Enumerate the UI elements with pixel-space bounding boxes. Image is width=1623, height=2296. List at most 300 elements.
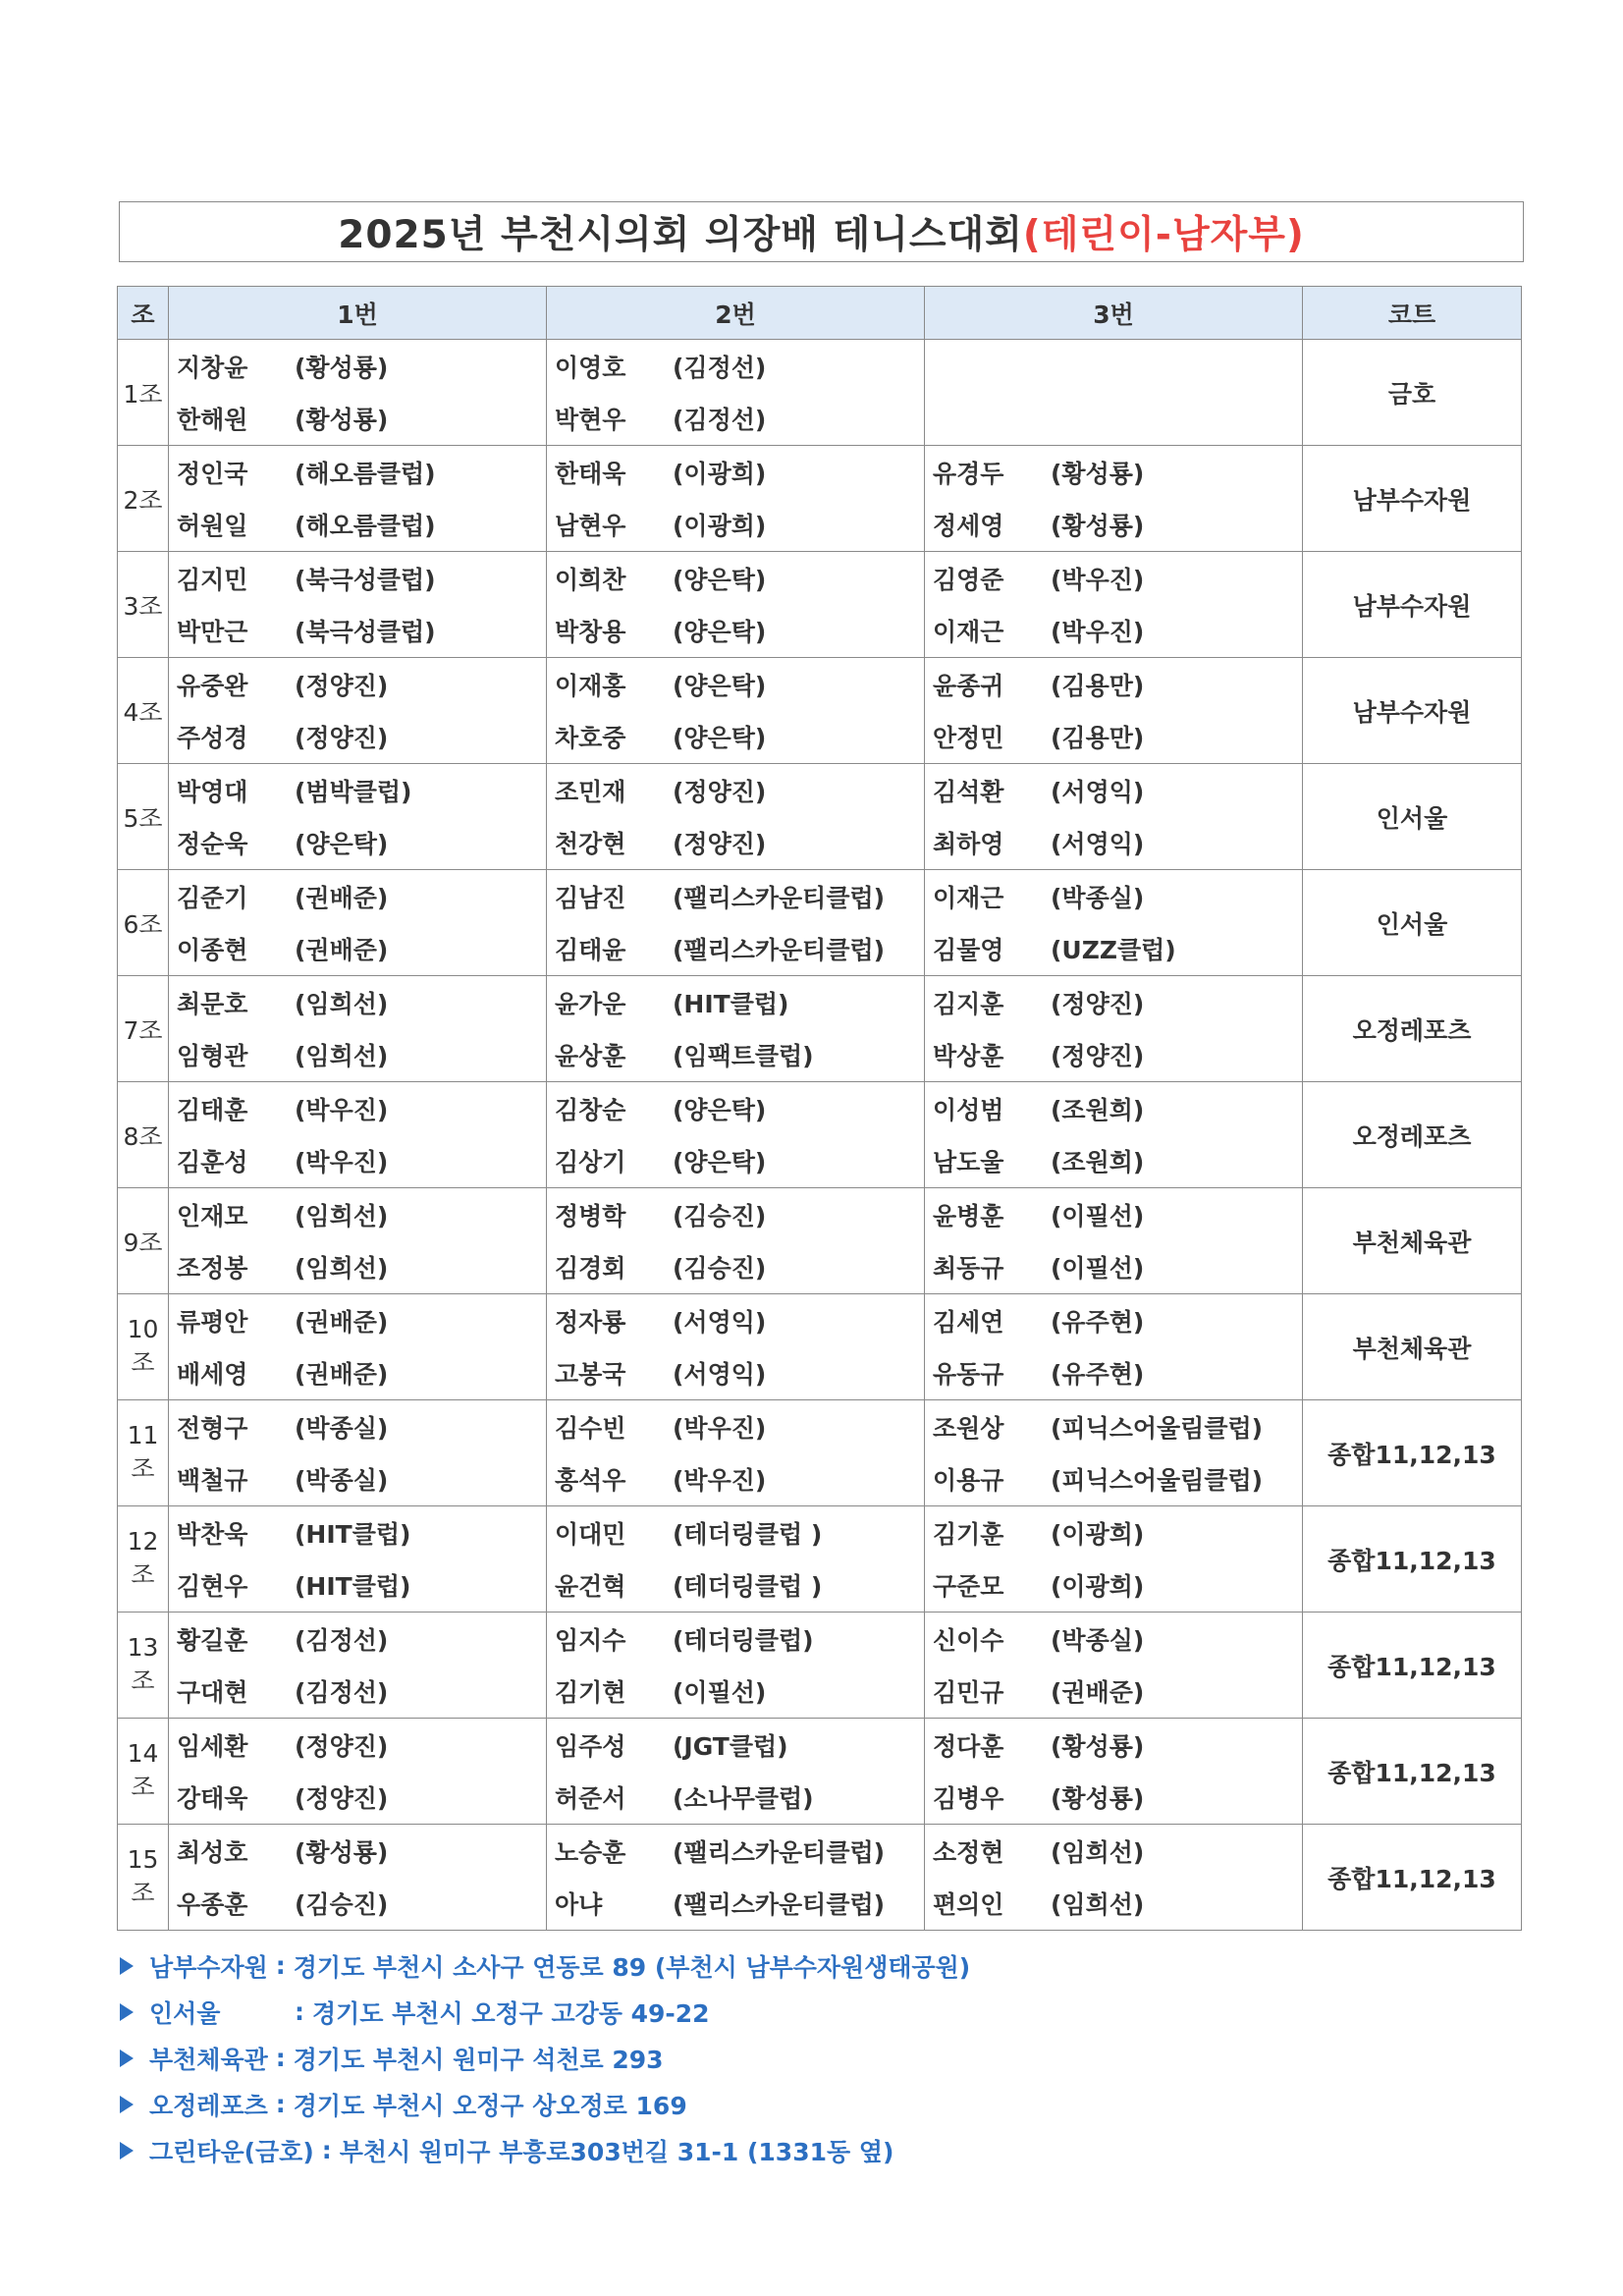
player-entry — [925, 1029, 1302, 1082]
location-name: 남부수자원 — [149, 1952, 268, 1982]
team-slot-1 — [169, 870, 547, 976]
player-entry — [925, 1878, 1302, 1931]
player-entry — [925, 1135, 1302, 1188]
player-entry — [925, 817, 1302, 870]
player-name: 유경두 — [933, 459, 1004, 488]
team-slot-1 — [169, 1188, 547, 1294]
player-entry — [169, 870, 546, 923]
player-club: (박우진) — [1051, 618, 1145, 647]
team-slot-2 — [547, 1400, 925, 1506]
player-club: (UZZ클럽) — [1051, 936, 1176, 965]
team-slot-2 — [547, 1294, 925, 1400]
player-name: 김물영 — [933, 936, 1004, 965]
team-slot-1 — [169, 764, 547, 870]
team-slot-1 — [169, 552, 547, 658]
player-entry — [925, 1453, 1302, 1506]
player-name: 박현우 — [555, 406, 626, 435]
player-club: (조원희) — [1051, 1095, 1145, 1124]
player-name: 우종훈 — [177, 1890, 248, 1920]
location-address: 경기도 부천시 소사구 연동로 89 (부천시 남부수자원생태공원) — [293, 1952, 971, 1982]
team-slot-2 — [547, 340, 925, 446]
table-body — [118, 340, 1522, 1931]
player-club: (황성룡) — [295, 353, 389, 382]
player-club: (소나무클럽) — [673, 1784, 814, 1814]
player-name: 김창순 — [555, 1095, 626, 1124]
player-club: (북극성클럽) — [295, 565, 436, 594]
player-entry — [169, 1241, 546, 1294]
player-name: 아냐 — [555, 1890, 603, 1920]
team-slot-3 — [925, 552, 1303, 658]
team-slot-3 — [925, 764, 1303, 870]
player-entry — [547, 1666, 924, 1719]
player-entry — [169, 1825, 546, 1878]
player-club: (황성룡) — [1051, 1784, 1145, 1814]
player-name: 최문호 — [177, 989, 248, 1018]
court-name: 남부수자원 — [1303, 446, 1522, 552]
team-slot-3 — [925, 1400, 1303, 1506]
player-entry — [547, 1825, 924, 1878]
player-club: (이광희) — [1051, 1519, 1145, 1549]
player-club: (임희선) — [1051, 1890, 1145, 1920]
player-entry — [547, 499, 924, 552]
player-entry — [169, 1559, 546, 1613]
player-name: 정세영 — [933, 512, 1004, 541]
player-name: 이성범 — [933, 1095, 1004, 1124]
group-label: 7조 — [118, 976, 169, 1082]
player-entry — [169, 658, 546, 711]
court-name: 종합11,12,13 — [1303, 1400, 1522, 1506]
player-entry — [925, 1772, 1302, 1825]
player-club: (정양진) — [1051, 1042, 1145, 1071]
team-slot-3 — [925, 870, 1303, 976]
triangle-bullet-icon — [120, 2142, 134, 2159]
player-entry — [547, 976, 924, 1029]
group-label: 4조 — [118, 658, 169, 764]
player-club: (김정선) — [673, 406, 767, 435]
player-club: (이필선) — [1051, 1254, 1145, 1284]
player-club: (팰리스카운티클럽) — [673, 1837, 886, 1867]
table-row — [118, 870, 1522, 976]
player-club: (양은탁) — [673, 1148, 767, 1177]
group-label: 14조 — [118, 1719, 169, 1825]
header-slot2: 2번 — [547, 287, 925, 340]
player-entry — [547, 1082, 924, 1135]
player-club: (권배준) — [295, 936, 389, 965]
team-slot-3 — [925, 1825, 1303, 1931]
team-slot-2 — [547, 1825, 925, 1931]
team-slot-2 — [547, 976, 925, 1082]
player-name: 김준기 — [177, 883, 248, 912]
location-name: 그린타운(금호) — [149, 2137, 314, 2166]
player-entry — [547, 1188, 924, 1241]
group-label: 15조 — [118, 1825, 169, 1931]
player-club: (황성룡) — [1051, 1731, 1145, 1761]
location-address: 경기도 부천시 오정구 상오정로 169 — [293, 2091, 687, 2120]
court-name: 금호 — [1303, 340, 1522, 446]
court-name: 인서울 — [1303, 870, 1522, 976]
location-separator: : — [275, 2044, 286, 2072]
player-club: (박종실) — [1051, 883, 1145, 912]
player-club: (해오름클럽) — [295, 512, 436, 541]
player-entry — [925, 1294, 1302, 1347]
player-entry — [169, 552, 546, 605]
player-entry — [547, 446, 924, 499]
player-name: 윤상훈 — [555, 1042, 626, 1071]
triangle-bullet-icon — [120, 1957, 134, 1975]
player-entry — [925, 605, 1302, 658]
player-name: 김지훈 — [933, 989, 1004, 1018]
player-club: (서영익) — [673, 1307, 767, 1337]
player-entry — [547, 552, 924, 605]
location-address: 경기도 부천시 원미구 석천로 293 — [293, 2045, 664, 2074]
player-name: 임지수 — [555, 1625, 626, 1655]
player-entry — [169, 1719, 546, 1772]
player-entry — [547, 711, 924, 764]
player-entry — [169, 976, 546, 1029]
player-name: 이희찬 — [555, 565, 626, 594]
player-name: 박만근 — [177, 618, 248, 647]
player-name: 김민규 — [933, 1678, 1004, 1708]
player-entry — [169, 393, 546, 446]
player-entry — [925, 393, 1302, 446]
player-name: 김병우 — [933, 1784, 1004, 1814]
player-club: (임팩트클럽) — [673, 1042, 814, 1071]
player-club: (정양진) — [295, 1784, 389, 1814]
player-club: (김정선) — [295, 1678, 389, 1708]
player-name: 안정민 — [933, 724, 1004, 753]
player-club: (박종실) — [295, 1413, 389, 1443]
court-name: 남부수자원 — [1303, 552, 1522, 658]
player-name: 지창윤 — [177, 353, 248, 382]
player-entry — [547, 340, 924, 393]
player-name: 유중완 — [177, 671, 248, 700]
player-entry — [547, 764, 924, 817]
player-entry — [547, 1878, 924, 1931]
group-label: 11조 — [118, 1400, 169, 1506]
player-name: 김상기 — [555, 1148, 626, 1177]
player-name: 김태윤 — [555, 936, 626, 965]
team-slot-3 — [925, 446, 1303, 552]
player-club: (양은탁) — [673, 1095, 767, 1124]
player-club: (김승진) — [295, 1890, 389, 1920]
court-name: 인서울 — [1303, 764, 1522, 870]
player-club: (양은탁) — [673, 671, 767, 700]
player-name: 이재근 — [933, 618, 1004, 647]
player-name: 정병학 — [555, 1201, 626, 1230]
team-slot-1 — [169, 1613, 547, 1719]
player-entry — [547, 1400, 924, 1453]
player-entry — [547, 393, 924, 446]
court-name: 종합11,12,13 — [1303, 1825, 1522, 1931]
location-item — [120, 2035, 970, 2081]
player-name: 배세영 — [177, 1360, 248, 1390]
team-slot-3 — [925, 340, 1303, 446]
player-name: 김남진 — [555, 883, 626, 912]
player-club: (HIT클럽) — [295, 1572, 411, 1602]
player-entry — [925, 711, 1302, 764]
team-slot-1 — [169, 1082, 547, 1188]
player-entry — [169, 1029, 546, 1082]
location-separator: : — [295, 1997, 304, 2026]
player-club: (해오름클럽) — [295, 459, 436, 488]
team-slot-1 — [169, 340, 547, 446]
team-slot-2 — [547, 1082, 925, 1188]
player-entry — [169, 1082, 546, 1135]
player-club: (테더링클럽 ) — [673, 1572, 823, 1602]
player-entry — [925, 1825, 1302, 1878]
player-entry — [547, 1506, 924, 1559]
team-slot-1 — [169, 976, 547, 1082]
player-entry — [925, 923, 1302, 976]
group-label: 10조 — [118, 1294, 169, 1400]
header-group: 조 — [118, 287, 169, 340]
table-row — [118, 764, 1522, 870]
player-name: 김태훈 — [177, 1095, 248, 1124]
player-name: 고봉국 — [555, 1360, 626, 1390]
team-slot-2 — [547, 1188, 925, 1294]
team-slot-1 — [169, 1294, 547, 1400]
triangle-bullet-icon — [120, 2050, 134, 2067]
location-address: 부천시 원미구 부흥로303번길 31-1 (1331동 옆) — [339, 2137, 894, 2166]
player-club: (유주현) — [1051, 1360, 1145, 1390]
player-name: 주성경 — [177, 724, 248, 753]
player-name: 허준서 — [555, 1784, 626, 1814]
team-slot-3 — [925, 1719, 1303, 1825]
player-name: 박창용 — [555, 618, 626, 647]
player-name: 최성호 — [177, 1837, 248, 1867]
player-name: 남현우 — [555, 512, 626, 541]
court-name: 오정레포츠 — [1303, 1082, 1522, 1188]
court-name: 종합11,12,13 — [1303, 1613, 1522, 1719]
location-name: 인서울 — [149, 1998, 221, 2028]
player-name: 구대현 — [177, 1678, 248, 1708]
player-club: (임희선) — [295, 989, 389, 1018]
player-name: 신이수 — [933, 1625, 1004, 1655]
player-club: (김용만) — [1051, 671, 1145, 700]
table-row — [118, 446, 1522, 552]
location-name: 오정레포츠 — [149, 2091, 268, 2120]
player-name: 천강현 — [555, 830, 626, 859]
player-name: 김영준 — [933, 565, 1004, 594]
player-name: 인재모 — [177, 1201, 248, 1230]
player-club: (권배준) — [295, 1360, 389, 1390]
player-club: (팰리스카운티클럽) — [673, 1890, 886, 1920]
player-name: 윤건혁 — [555, 1572, 626, 1602]
location-item — [120, 2127, 970, 2173]
player-name: 유동규 — [933, 1360, 1004, 1390]
player-name: 김기현 — [555, 1678, 626, 1708]
player-club: (서영익) — [1051, 830, 1145, 859]
player-name: 홍석우 — [555, 1466, 626, 1496]
player-club: (정양진) — [1051, 989, 1145, 1018]
group-label: 13조 — [118, 1613, 169, 1719]
player-club: (양은탁) — [673, 565, 767, 594]
group-label: 12조 — [118, 1506, 169, 1613]
player-name: 전형구 — [177, 1413, 248, 1443]
player-entry — [547, 923, 924, 976]
player-name: 김수빈 — [555, 1413, 626, 1443]
table-row — [118, 1719, 1522, 1825]
player-name: 소정현 — [933, 1837, 1004, 1867]
player-name: 백철규 — [177, 1466, 248, 1496]
player-club: (정양진) — [295, 671, 389, 700]
player-club: (임희선) — [295, 1254, 389, 1284]
schedule-table — [117, 286, 1522, 1931]
player-club: (범박클럽) — [295, 777, 412, 806]
player-name: 임형관 — [177, 1042, 248, 1071]
player-name: 조민재 — [555, 777, 626, 806]
player-name: 김세연 — [933, 1307, 1004, 1337]
team-slot-1 — [169, 1825, 547, 1931]
team-slot-3 — [925, 976, 1303, 1082]
player-name: 이영호 — [555, 353, 626, 382]
player-club: (정양진) — [295, 1731, 389, 1761]
player-entry — [547, 870, 924, 923]
player-name: 남도울 — [933, 1148, 1004, 1177]
player-entry — [925, 870, 1302, 923]
team-slot-3 — [925, 658, 1303, 764]
player-name: 김지민 — [177, 565, 248, 594]
player-entry — [925, 1241, 1302, 1294]
player-club: (박우진) — [295, 1095, 389, 1124]
location-separator: : — [275, 2090, 286, 2118]
player-entry — [169, 446, 546, 499]
player-club: (박우진) — [673, 1466, 767, 1496]
player-club: (양은탁) — [295, 830, 389, 859]
court-name: 남부수자원 — [1303, 658, 1522, 764]
player-name: 김훈성 — [177, 1148, 248, 1177]
header-slot3: 3번 — [925, 287, 1303, 340]
player-club: (이광희) — [673, 512, 767, 541]
group-label: 3조 — [118, 552, 169, 658]
location-separator: : — [321, 2136, 332, 2164]
player-club: (황성룡) — [1051, 459, 1145, 488]
player-club: (테더링클럽) — [673, 1625, 814, 1655]
table-row — [118, 340, 1522, 446]
team-slot-2 — [547, 446, 925, 552]
player-entry — [547, 817, 924, 870]
player-name: 차호중 — [555, 724, 626, 753]
group-label: 9조 — [118, 1188, 169, 1294]
team-slot-2 — [547, 870, 925, 976]
player-entry — [547, 1772, 924, 1825]
location-address: 경기도 부천시 오정구 고강동 49-22 — [312, 1998, 710, 2028]
location-item — [120, 1942, 970, 1989]
team-slot-1 — [169, 1506, 547, 1613]
player-name: 김석환 — [933, 777, 1004, 806]
player-name: 최하영 — [933, 830, 1004, 859]
player-name: 이재근 — [933, 883, 1004, 912]
player-club: (임희선) — [1051, 1837, 1145, 1867]
player-name: 정다훈 — [933, 1731, 1004, 1761]
player-name: 최동규 — [933, 1254, 1004, 1284]
player-entry — [169, 923, 546, 976]
player-name: 박상훈 — [933, 1042, 1004, 1071]
team-slot-2 — [547, 658, 925, 764]
player-entry — [925, 1082, 1302, 1135]
player-club: (정양진) — [673, 777, 767, 806]
player-entry — [169, 1453, 546, 1506]
player-club: (김정선) — [295, 1625, 389, 1655]
player-club: (양은탁) — [673, 724, 767, 753]
player-club: (이필선) — [1051, 1201, 1145, 1230]
court-name: 부천체육관 — [1303, 1188, 1522, 1294]
player-name: 류평안 — [177, 1307, 248, 1337]
table-row — [118, 552, 1522, 658]
player-name: 임주성 — [555, 1731, 626, 1761]
triangle-bullet-icon — [120, 2096, 134, 2113]
player-name: 정순욱 — [177, 830, 248, 859]
player-entry — [925, 1506, 1302, 1559]
group-label: 1조 — [118, 340, 169, 446]
player-club: (황성룡) — [295, 1837, 389, 1867]
player-name: 임세환 — [177, 1731, 248, 1761]
player-name: 윤병훈 — [933, 1201, 1004, 1230]
team-slot-3 — [925, 1082, 1303, 1188]
player-club: (임희선) — [295, 1201, 389, 1230]
player-name: 한해원 — [177, 406, 248, 435]
player-entry — [169, 1613, 546, 1666]
title-highlight: (테린이-남자부) — [1022, 213, 1305, 257]
player-entry — [925, 764, 1302, 817]
player-entry — [925, 658, 1302, 711]
player-club: (권배준) — [295, 883, 389, 912]
player-club: (황성룡) — [295, 406, 389, 435]
player-club: (이광희) — [1051, 1572, 1145, 1602]
player-entry — [169, 1506, 546, 1559]
player-name: 조원상 — [933, 1413, 1004, 1443]
player-entry — [925, 446, 1302, 499]
player-name: 윤가운 — [555, 989, 626, 1018]
player-club: (팰리스카운티클럽) — [673, 936, 886, 965]
group-label: 5조 — [118, 764, 169, 870]
player-club: (양은탁) — [673, 618, 767, 647]
team-slot-1 — [169, 1719, 547, 1825]
player-entry — [169, 1347, 546, 1400]
player-entry — [169, 1294, 546, 1347]
team-slot-3 — [925, 1613, 1303, 1719]
player-name: 이용규 — [933, 1466, 1004, 1496]
location-name: 부천체육관 — [149, 2045, 268, 2074]
player-entry — [925, 1188, 1302, 1241]
location-item — [120, 2081, 970, 2127]
table-row — [118, 976, 1522, 1082]
title-main: 2025년 부천시의회 의장배 테니스대회 — [338, 213, 1023, 257]
team-slot-1 — [169, 1400, 547, 1506]
player-club: (박우진) — [1051, 565, 1145, 594]
player-entry — [169, 1400, 546, 1453]
location-separator: : — [275, 1951, 286, 1980]
player-entry — [925, 1719, 1302, 1772]
player-entry — [547, 1029, 924, 1082]
court-name: 부천체육관 — [1303, 1294, 1522, 1400]
player-name: 노승훈 — [555, 1837, 626, 1867]
table-row — [118, 1082, 1522, 1188]
player-entry — [169, 1666, 546, 1719]
player-entry — [925, 1559, 1302, 1613]
table-row — [118, 1613, 1522, 1719]
player-club: (황성룡) — [1051, 512, 1145, 541]
player-club: (김정선) — [673, 353, 767, 382]
player-name: 김경회 — [555, 1254, 626, 1284]
player-entry — [169, 499, 546, 552]
player-name: 이재홍 — [555, 671, 626, 700]
player-name: 박찬욱 — [177, 1519, 248, 1549]
player-entry — [547, 605, 924, 658]
player-entry — [169, 817, 546, 870]
team-slot-3 — [925, 1506, 1303, 1613]
player-club: (테더링클럽 ) — [673, 1519, 823, 1549]
